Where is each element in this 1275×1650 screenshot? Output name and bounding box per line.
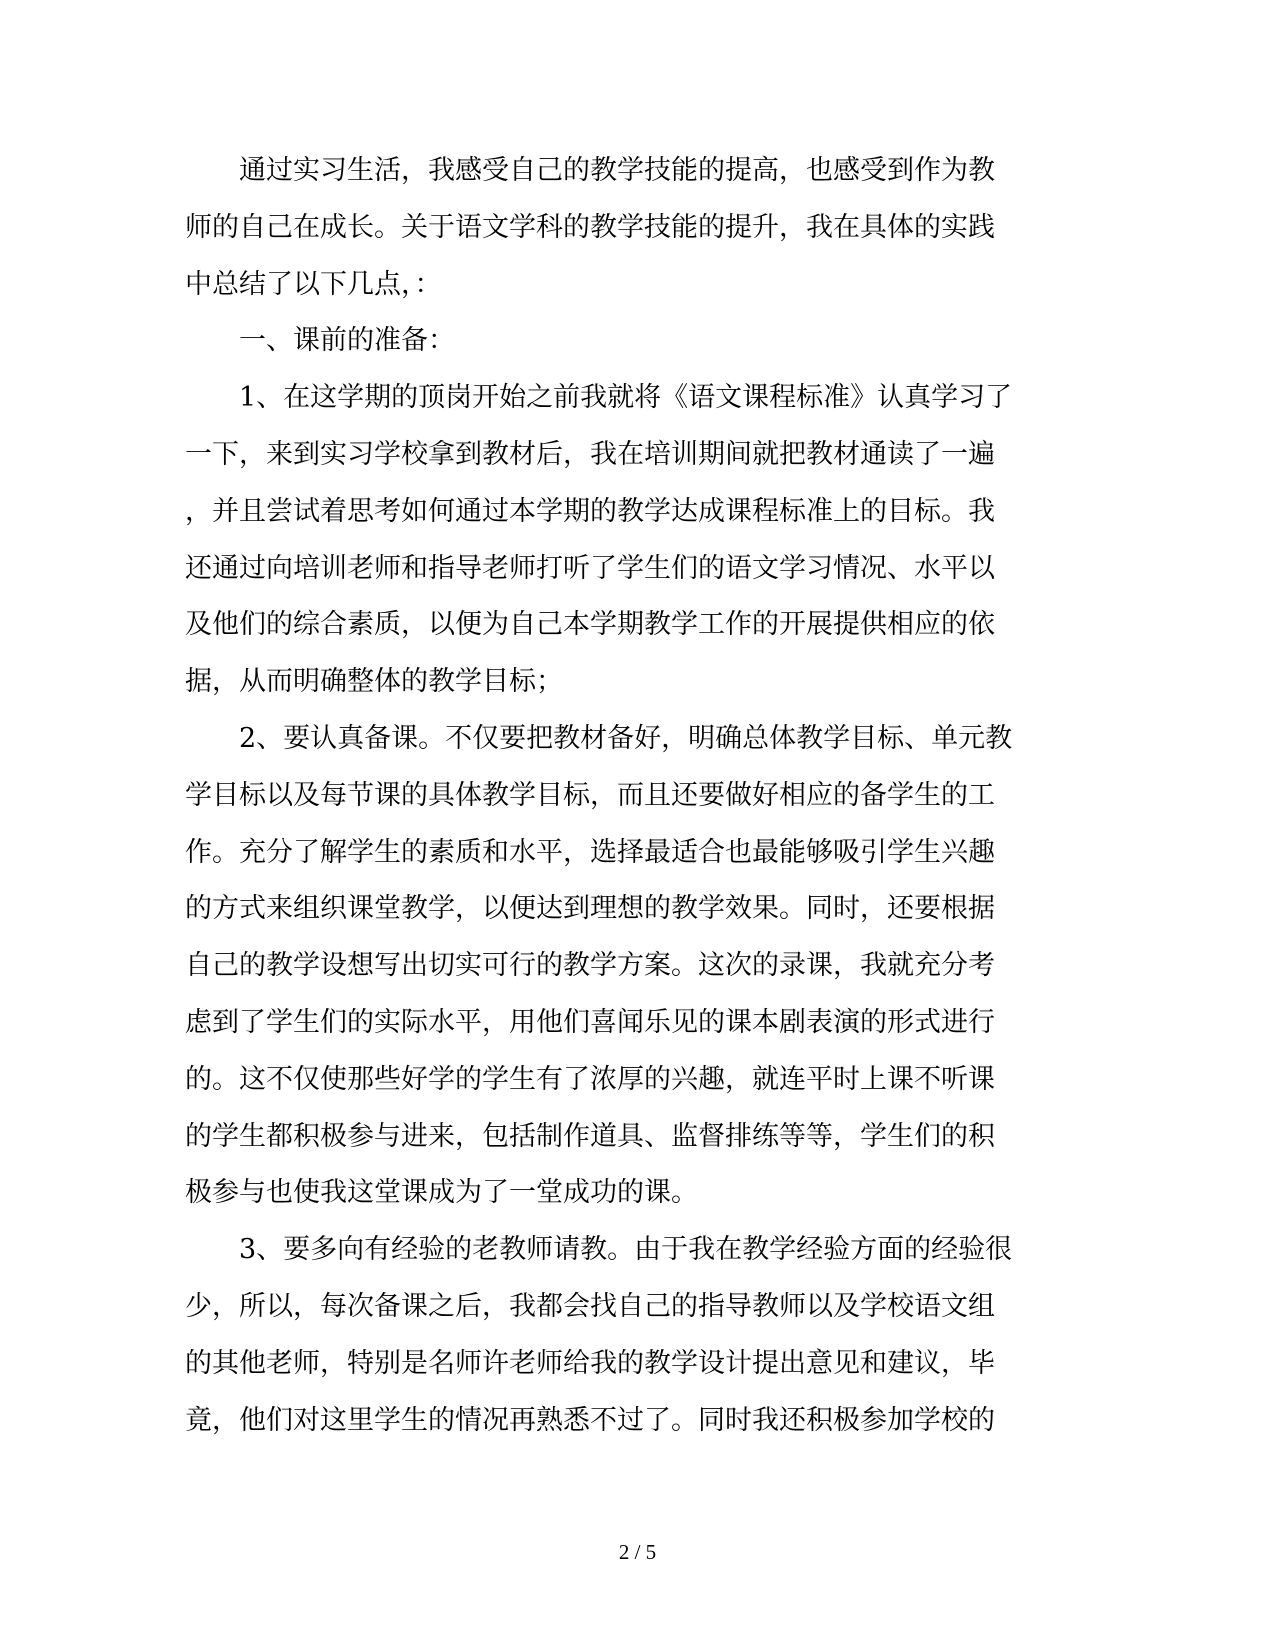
text-line: 通过实习生活，我感受自己的教学技能的提高，也感受到作为教 [185, 155, 995, 186]
section-heading: 一、课前的准备： [185, 325, 455, 357]
text-line: 一下，来到实习学校拿到教材后，我在培训期间就把教材通读了一遍 [185, 438, 995, 470]
text-line: 师的自己在成长。关于语文学科的教学技能的提升，我在具体的实践 [185, 211, 995, 243]
text-line: 的其他老师，特别是名师许老师给我的教学设计提出意见和建议，毕 [185, 1347, 995, 1379]
text-line: 及他们的综合素质，以便为自己本学期教学工作的开展提供相应的依 [185, 609, 995, 641]
text-line: 还通过向培训老师和指导老师打听了学生们的语文学习情况、水平以 [185, 552, 995, 584]
text-line: 1、在这学期的顶岗开始之前我就将《语文课程标准》认真学习了 [185, 382, 1013, 414]
text-line: 极参与也使我这堂课成为了一堂成功的课。 [185, 1177, 698, 1209]
text-line: 作。充分了解学生的素质和水平，选择最适合也最能够吸引学生兴趣 [185, 836, 995, 868]
page-number: 2 / 5 [618, 1540, 657, 1564]
text-line: 学目标以及每节课的具体教学目标，而且还要做好相应的备学生的工 [185, 779, 995, 811]
text-line: 的学生都积极参与进来，包括制作道具、监督排练等等，学生们的积 [185, 1120, 995, 1152]
text-line: 的方式来组织课堂教学，以便达到理想的教学效果。同时，还要根据 [185, 893, 995, 925]
text-line: 据，从而明确整体的教学目标； [185, 666, 563, 698]
text-line: ，并且尝试着思考如何通过本学期的教学达成课程标准上的目标。我 [185, 495, 995, 527]
text-line: 少，所以，每次备课之后，我都会找自己的指导教师以及学校语文组 [185, 1290, 995, 1322]
text-line: 的。这不仅使那些好学的学生有了浓厚的兴趣，就连平时上课不听课 [185, 1063, 995, 1095]
text-line: 竟，他们对这里学生的情况再熟悉不过了。同时我还积极参加学校的 [185, 1404, 995, 1436]
text-line: 3、要多向有经验的老教师请教。由于我在教学经验方面的经验很 [185, 1234, 1013, 1266]
body-text [185, 143, 1085, 1449]
text-line: 虑到了学生们的实际水平，用他们喜闻乐见的课本剧表演的形式进行 [185, 1006, 995, 1038]
text-line: 自己的教学设想写出切实可行的教学方案。这次的录课，我就充分考 [185, 950, 995, 982]
text-line: 2、要认真备课。不仅要把教材备好，明确总体教学目标、单元教 [185, 722, 1013, 754]
text-line: 中总结了以下几点，： [185, 268, 442, 300]
